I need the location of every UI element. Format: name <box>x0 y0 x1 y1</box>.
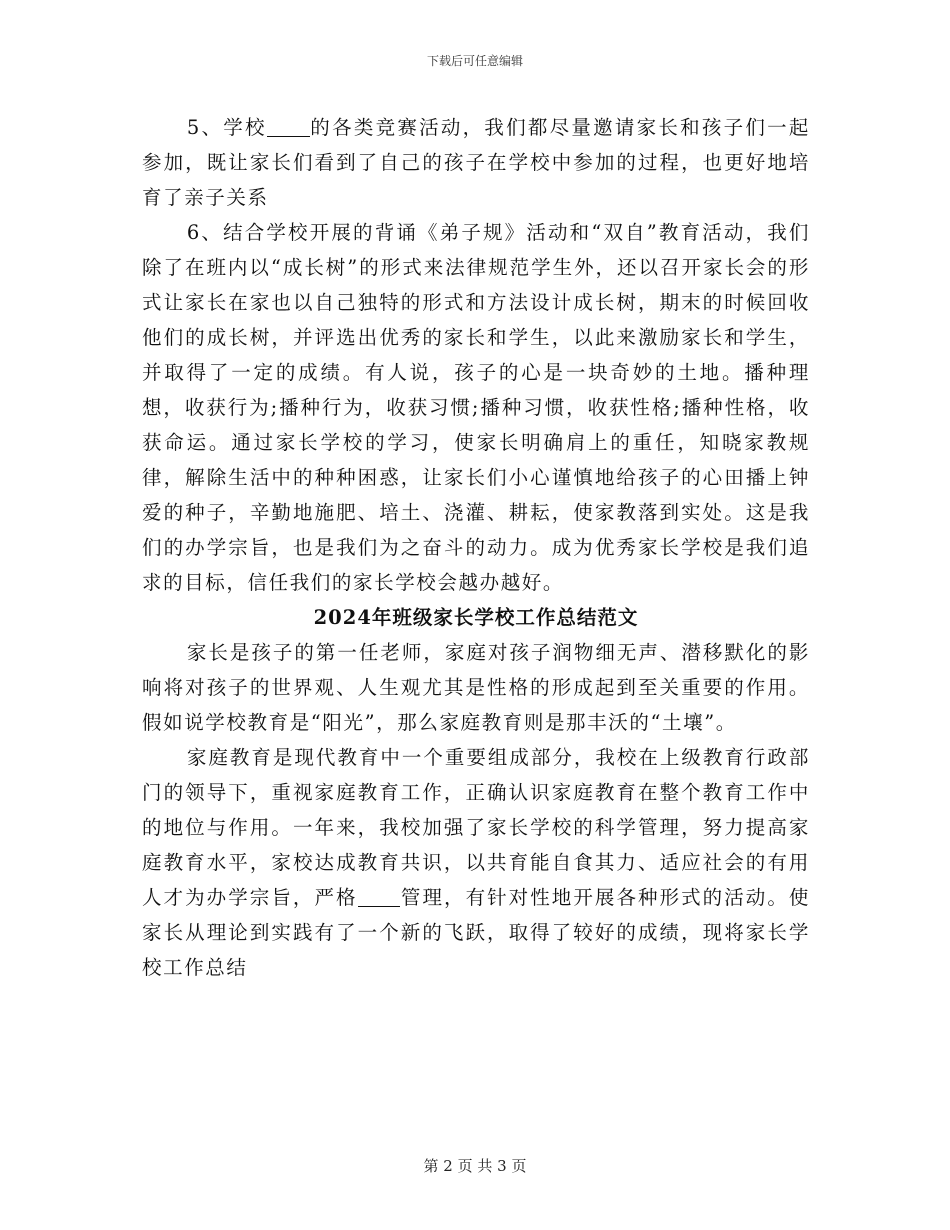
paragraph-text: 家庭教育是现代教育中一个重要组成部分，我校在上级教育行政部门的领导下，重视家庭教育工作，正确认识家庭教育在整个教育工作中的地位与作用。一年来，我校加强了家长学校的科学管理，努力提高家庭教育水平，家校达成教育共识，以共育能自食其力、适应社会的有用人才为办学宗旨，严格 <box>142 746 810 909</box>
paragraph-text: 的各类竞赛活动，我们都尽量邀请家长和孩子们一起参加，既让家长们看到了自己的孩子在学校中参加的过程，也更好地培育了亲子关系 <box>142 116 810 209</box>
fill-in-blank <box>358 886 401 907</box>
paragraph-family-education <box>142 740 810 985</box>
document-body <box>142 110 810 985</box>
fill-in-blank <box>267 116 310 137</box>
paragraph-item-6: 6、结合学校开展的背诵《弟子规》活动和“双自”教育活动，我们除了在班内以“成长树”的形式来法律规范学生外，还以召开家长会的形式让家长在家也以自己独特的形式和方法设计成长树，期末的时候回收他们的成长树，并评选出优秀的家长和学生，以此来激励家长和学生，并取得了一定的成绩。有人说，孩子的心是一块奇妙的土地。播种理想，收获行为;播种行为，收获习惯;播种习惯，收获性格;播种性格，收获命运。通过家长学校的学习，使家长明确肩上的重任，知晓家教规律，解除生活中的种种困惑，让家长们小心谨慎地给孩子的心田播上钟爱的种子，辛勤地施肥、培土、浇灌、耕耘，使家教落到实处。这是我们的办学宗旨，也是我们为之奋斗的动力。成为优秀家长学校是我们追求的目标，信任我们的家长学校会越办越好。 <box>142 221 810 594</box>
paragraph-intro: 家长是孩子的第一任老师，家庭对孩子润物细无声、潜移默化的影响将对孩子的世界观、人生观尤其是性格的形成起到至关重要的作用。假如说学校教育是“阳光”，那么家庭教育则是那丰沃的“土壤”。 <box>142 641 810 734</box>
page-header: 下载后可任意编辑 <box>426 54 523 68</box>
page-footer: 第 2 页 共 3 页 <box>423 1157 527 1175</box>
section-title: 2024年班级家长学校工作总结范文 <box>313 606 639 629</box>
paragraph-text: 管理，有针对性地开展各种形式的活动。使家长从理论到实践有了一个新的飞跃，取得了较好的成绩，现将家长学校工作总结 <box>142 886 810 979</box>
paragraph-text: 5、学校 <box>186 116 267 139</box>
paragraph-item-5 <box>142 110 810 215</box>
